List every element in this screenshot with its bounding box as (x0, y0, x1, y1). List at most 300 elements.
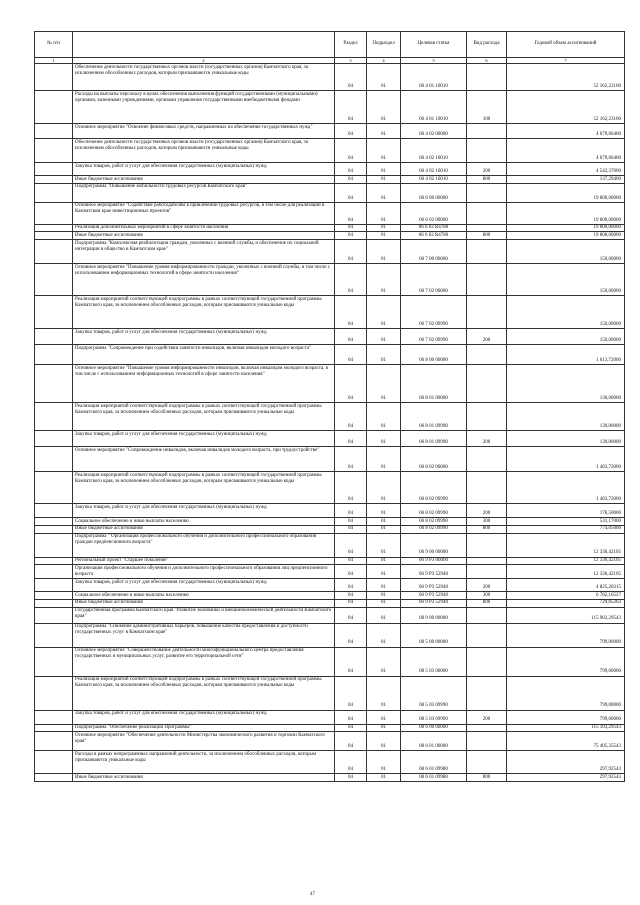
row-section-cell: 04 (335, 431, 367, 447)
table-body (35, 64, 625, 782)
row-name-cell: Расходы в рамках непрограммных направлений деятельности, за исключением обособленных расходов, которым присваиваются уникальные коды (73, 751, 335, 774)
table-row (35, 565, 625, 579)
row-name-cell: Подпрограмма "Обеспечение реализации Программы" (73, 724, 335, 732)
row-subsection-cell: 01 (367, 264, 401, 296)
row-target-cell: 06 9 P3 52940 (401, 599, 467, 607)
row-target-cell: 06 9 P3 52940 (401, 579, 467, 592)
row-subsection-cell: 01 (367, 533, 401, 557)
row-amount-cell: 115 103,29543 (507, 724, 625, 732)
row-target-cell: 06 4 01 10010 (401, 91, 467, 124)
row-subsection-cell: 01 (367, 518, 401, 526)
row-section-cell: 04 (335, 623, 367, 647)
row-exp-type-cell (467, 565, 507, 579)
row-target-cell: 08 6 01 09980 (401, 774, 467, 782)
row-subsection-cell: 01 (367, 676, 401, 710)
row-section-cell: 04 (335, 504, 367, 518)
row-target-cell: 08 6 00 00000 (401, 724, 467, 732)
row-target-cell: 06 4 02 10010 (401, 163, 467, 176)
row-num-cell (35, 163, 73, 176)
row-section-cell: 04 (335, 724, 367, 732)
row-amount-cell: 531,17000 (507, 518, 625, 526)
row-num-cell (35, 403, 73, 431)
col-header-exp-type: Вид расхода (467, 32, 507, 58)
row-name-cell: Региональный проект "Старшее поколение" (73, 557, 335, 565)
row-exp-type-cell (467, 365, 507, 403)
table-row (35, 176, 625, 184)
row-target-cell: 06 8 02 09990 (401, 504, 467, 518)
col-number: 6 (467, 58, 507, 64)
row-exp-type-cell: 200 (467, 431, 507, 447)
row-num-cell (35, 202, 73, 224)
table-row (35, 623, 625, 647)
row-name-cell: Закупка товаров, работ и услуг для обеспечения государственных (муниципальных) нужд (73, 579, 335, 592)
row-name-cell: Реализация мероприятий соответствующей подпрограммы в рамках соответствующей государственной программы Камчатского края, за исключением обособленных расходов, которым присваиваются уникальные коды (73, 296, 335, 329)
row-num-cell (35, 518, 73, 526)
col-number: 5 (401, 58, 467, 64)
col-header-num: № п/п (35, 32, 73, 58)
row-num-cell (35, 504, 73, 518)
row-subsection-cell: 01 (367, 91, 401, 124)
row-target-cell: 08 5 03 09990 (401, 710, 467, 724)
row-num-cell (35, 533, 73, 557)
row-subsection-cell: 01 (367, 139, 401, 163)
row-amount-cell: 19 800,00000 (507, 224, 625, 232)
row-subsection-cell: 01 (367, 565, 401, 579)
row-subsection-cell: 01 (367, 557, 401, 565)
table-row (35, 431, 625, 447)
row-name-cell: Государственная программа Камчатского края "Развитие экономики и внешнеэкономической деятельности Камчатского края" (73, 607, 335, 623)
col-number: 7 (507, 58, 625, 64)
row-subsection-cell: 01 (367, 183, 401, 202)
row-exp-type-cell: 200 (467, 710, 507, 724)
row-num-cell (35, 240, 73, 264)
row-num-cell (35, 565, 73, 579)
row-target-cell: 08 5 03 00000 (401, 647, 467, 676)
table-row (35, 240, 625, 264)
table-row (35, 124, 625, 139)
row-section-cell: 04 (335, 774, 367, 782)
row-section-cell: 04 (335, 599, 367, 607)
row-exp-type-cell: 200 (467, 504, 507, 518)
row-num-cell (35, 732, 73, 751)
row-exp-type-cell: 100 (467, 91, 507, 124)
row-amount-cell: 799,00000 (507, 676, 625, 710)
row-section-cell: 04 (335, 565, 367, 579)
table-row (35, 472, 625, 504)
row-target-cell: 06 6 00 00000 (401, 183, 467, 202)
row-subsection-cell: 01 (367, 724, 401, 732)
row-exp-type-cell (467, 472, 507, 504)
col-number: 2 (73, 58, 335, 64)
row-name-cell: Реализация дополнительных мероприятий в сфере занятости населения (73, 224, 335, 232)
row-exp-type-cell (467, 724, 507, 732)
row-amount-cell: 297,92543 (507, 774, 625, 782)
row-exp-type-cell (467, 224, 507, 232)
row-num-cell (35, 431, 73, 447)
row-target-cell: 08 6 01 09980 (401, 751, 467, 774)
row-target-cell: 06 6 02 R4780 (401, 232, 467, 240)
table-row (35, 525, 625, 533)
row-subsection-cell: 01 (367, 232, 401, 240)
row-target-cell: 06 8 02 09990 (401, 472, 467, 504)
row-exp-type-cell: 300 (467, 592, 507, 600)
row-exp-type-cell: 200 (467, 163, 507, 176)
row-amount-cell: 130,00000 (507, 403, 625, 431)
row-subsection-cell: 01 (367, 607, 401, 623)
row-subsection-cell: 01 (367, 579, 401, 592)
row-amount-cell: 4 542,37000 (507, 163, 625, 176)
row-target-cell: 06 6 02 00000 (401, 202, 467, 224)
row-section-cell: 04 (335, 647, 367, 676)
row-num-cell (35, 64, 73, 91)
page-number: 47 (310, 892, 315, 897)
row-target-cell: 06 8 01 09990 (401, 431, 467, 447)
row-name-cell: Подпрограмма "Сопровождение при содействии занятости инвалидов, включая инвалидов молодого возраста" (73, 345, 335, 365)
row-exp-type-cell: 300 (467, 518, 507, 526)
row-num-cell (35, 296, 73, 329)
row-exp-type-cell: 800 (467, 774, 507, 782)
row-amount-cell: 4 679,66400 (507, 139, 625, 163)
row-subsection-cell: 01 (367, 599, 401, 607)
row-amount-cell: 729,05263 (507, 599, 625, 607)
row-subsection-cell: 01 (367, 710, 401, 724)
row-section-cell: 04 (335, 176, 367, 184)
row-section-cell: 04 (335, 64, 367, 91)
row-target-cell: 06 9 P3 52940 (401, 565, 467, 579)
row-exp-type-cell: 200 (467, 579, 507, 592)
row-name-cell: Подпрограмма "Повышение мобильности трудовых ресурсов Камчатского края" (73, 183, 335, 202)
table-row (35, 91, 625, 124)
row-section-cell: 04 (335, 525, 367, 533)
row-subsection-cell: 01 (367, 202, 401, 224)
row-num-cell (35, 599, 73, 607)
row-num-cell (35, 139, 73, 163)
row-exp-type-cell (467, 296, 507, 329)
row-name-cell: Основное мероприятие "Освоение финансовых средств, направленных на обеспечение государственных нужд" (73, 124, 335, 139)
row-num-cell (35, 345, 73, 365)
row-num-cell (35, 447, 73, 472)
table-row (35, 533, 625, 557)
row-name-cell: Основное мероприятие "Содействие работодателям в привлечении трудовых ресурсов, в том числе для реализации в Камчатском крае инвестиционных проектов" (73, 202, 335, 224)
row-name-cell: Подпрограмма "Снижение административных барьеров, повышение качества предоставления и доступности государственных услуг в Камчатском крае" (73, 623, 335, 647)
row-target-cell: 06 7 02 00000 (401, 264, 467, 296)
row-amount-cell: 150,00000 (507, 329, 625, 345)
row-section-cell: 04 (335, 240, 367, 264)
row-amount-cell: 799,00000 (507, 710, 625, 724)
row-subsection-cell: 01 (367, 525, 401, 533)
row-amount-cell: 4 679,66400 (507, 124, 625, 139)
row-target-cell: 06 8 02 00000 (401, 447, 467, 472)
row-amount-cell: 12 336,42105 (507, 557, 625, 565)
row-subsection-cell: 01 (367, 224, 401, 232)
row-section-cell: 04 (335, 472, 367, 504)
row-amount-cell: 1 483,72000 (507, 472, 625, 504)
row-subsection-cell: 01 (367, 345, 401, 365)
row-num-cell (35, 232, 73, 240)
row-name-cell: Закупка товаров, работ и услуг для обеспечения государственных (муниципальных) нужд (73, 710, 335, 724)
row-name-cell: Обеспечение деятельности государственных органов власти (государственных органов) Камчатского края, за исключением обособленных расходов, которым присваиваются уникальные коды (73, 64, 335, 91)
row-name-cell: Подпрограмма "Комплексная реабилитация граждан, уволенных с военной службы, и обеспечение их социальной интеграции в общество в Камчатском крае" (73, 240, 335, 264)
row-target-cell: 08 0 00 00000 (401, 607, 467, 623)
row-num-cell (35, 774, 73, 782)
row-section-cell: 04 (335, 607, 367, 623)
row-subsection-cell: 01 (367, 365, 401, 403)
row-subsection-cell: 01 (367, 504, 401, 518)
table-row (35, 557, 625, 565)
row-target-cell: 06 4 02 10010 (401, 139, 467, 163)
budget-table (34, 31, 625, 782)
table-row (35, 403, 625, 431)
row-target-cell: 06 8 02 09990 (401, 525, 467, 533)
col-number: 1 (35, 58, 73, 64)
row-name-cell: Закупка товаров, работ и услуг для обеспечения государственных (муниципальных) нужд (73, 431, 335, 447)
row-num-cell (35, 183, 73, 202)
row-amount-cell: 297,92543 (507, 751, 625, 774)
row-num-cell (35, 724, 73, 732)
row-target-cell: 06 8 02 09990 (401, 518, 467, 526)
row-subsection-cell: 01 (367, 240, 401, 264)
table-row (35, 329, 625, 345)
row-target-cell: 06 4 01 10010 (401, 64, 467, 91)
table-row (35, 232, 625, 240)
row-target-cell: 06 6 02 R4780 (401, 224, 467, 232)
table-row (35, 774, 625, 782)
row-name-cell: Основное мероприятие "Повышение уровня информированности инвалидов, включая инвалидов молодого возраста, в том числе с использованием информационных технологий в сфере занятости населения" (73, 365, 335, 403)
row-num-cell (35, 579, 73, 592)
row-section-cell: 04 (335, 202, 367, 224)
row-name-cell: Обеспечение деятельности государственных органов власти (государственных органов) Камчатского края, за исключением обособленных расходов, которым присваиваются уникальные коды (73, 139, 335, 163)
row-amount-cell: 12 336,42105 (507, 533, 625, 557)
row-amount-cell: 19 800,00000 (507, 202, 625, 224)
row-num-cell (35, 710, 73, 724)
table-row (35, 224, 625, 232)
table-row (35, 607, 625, 623)
row-subsection-cell: 01 (367, 623, 401, 647)
row-exp-type-cell (467, 623, 507, 647)
row-section-cell: 04 (335, 345, 367, 365)
col-header-amount: Годовой объем ассигнований (507, 32, 625, 58)
row-num-cell (35, 623, 73, 647)
row-subsection-cell: 01 (367, 431, 401, 447)
row-amount-cell: 4 825,20315 (507, 579, 625, 592)
row-name-cell: Основное мероприятие "Повышение уровня информированности граждан, уволенных с военной службы, в том числе с использованием информационных технологий в сфере занятости населения" (73, 264, 335, 296)
row-exp-type-cell (467, 447, 507, 472)
table-row (35, 732, 625, 751)
table-row (35, 518, 625, 526)
row-exp-type-cell: 800 (467, 599, 507, 607)
row-target-cell: 06 8 01 09990 (401, 403, 467, 431)
table-row (35, 139, 625, 163)
row-exp-type-cell (467, 124, 507, 139)
col-number: 4 (367, 58, 401, 64)
row-amount-cell: 6 782,16527 (507, 592, 625, 600)
row-target-cell: 08 5 03 09990 (401, 676, 467, 710)
row-name-cell: Закупка товаров, работ и услуг для обеспечения государственных (муниципальных) нужд (73, 163, 335, 176)
row-exp-type-cell (467, 557, 507, 565)
row-subsection-cell: 01 (367, 774, 401, 782)
row-subsection-cell: 01 (367, 732, 401, 751)
row-subsection-cell: 01 (367, 403, 401, 431)
row-subsection-cell: 01 (367, 64, 401, 91)
row-exp-type-cell (467, 676, 507, 710)
row-section-cell: 04 (335, 579, 367, 592)
row-name-cell: Иные бюджетные ассигнования (73, 232, 335, 240)
row-name-cell: Иные бюджетные ассигнования (73, 599, 335, 607)
row-exp-type-cell: 800 (467, 525, 507, 533)
row-amount-cell: 115 902,29543 (507, 607, 625, 623)
row-section-cell: 04 (335, 518, 367, 526)
row-exp-type-cell (467, 345, 507, 365)
row-subsection-cell: 01 (367, 329, 401, 345)
table-row (35, 296, 625, 329)
row-amount-cell: 19 800,00000 (507, 183, 625, 202)
row-name-cell: Реализация мероприятий соответствующей подпрограммы в рамках соответствующей государственной программы Камчатского края, за исключением обособленных расходов, которым присваиваются уникальные коды (73, 676, 335, 710)
row-target-cell: 06 7 02 09990 (401, 329, 467, 345)
row-subsection-cell: 01 (367, 751, 401, 774)
table-row (35, 676, 625, 710)
row-section-cell: 04 (335, 732, 367, 751)
row-subsection-cell: 01 (367, 296, 401, 329)
row-section-cell: 04 (335, 124, 367, 139)
row-amount-cell: 1 483,72000 (507, 447, 625, 472)
row-name-cell: Основное мероприятие "Сопровождение инвалидов, включая инвалидов молодого возраста, при трудоустройстве" (73, 447, 335, 472)
row-exp-type-cell (467, 139, 507, 163)
budget-table-sheet (34, 31, 624, 782)
table-row (35, 365, 625, 403)
row-section-cell: 04 (335, 592, 367, 600)
row-exp-type-cell: 800 (467, 176, 507, 184)
row-num-cell (35, 607, 73, 623)
col-header-subsection: Подраздел (367, 32, 401, 58)
row-section-cell: 04 (335, 183, 367, 202)
table-row (35, 579, 625, 592)
row-amount-cell: 150,00000 (507, 264, 625, 296)
row-section-cell: 04 (335, 533, 367, 557)
row-subsection-cell: 01 (367, 647, 401, 676)
row-num-cell (35, 91, 73, 124)
row-num-cell (35, 647, 73, 676)
table-row (35, 599, 625, 607)
row-name-cell: Иные бюджетные ассигнования (73, 176, 335, 184)
row-num-cell (35, 676, 73, 710)
row-section-cell: 04 (335, 447, 367, 472)
table-row (35, 592, 625, 600)
table-row (35, 647, 625, 676)
row-section-cell: 04 (335, 139, 367, 163)
row-num-cell (35, 176, 73, 184)
row-amount-cell: 799,00000 (507, 647, 625, 676)
row-target-cell: 06 7 02 09990 (401, 296, 467, 329)
table-row (35, 345, 625, 365)
row-exp-type-cell (467, 533, 507, 557)
row-section-cell: 04 (335, 163, 367, 176)
row-name-cell: Расходы на выплаты персоналу в целях обеспечения выполнения функций государственными (муниципальными) органами, казенными учреждениями, органами управления государственными внебюджетными фондами (73, 91, 335, 124)
row-exp-type-cell (467, 240, 507, 264)
row-target-cell: 06 4 02 00000 (401, 124, 467, 139)
row-subsection-cell: 01 (367, 592, 401, 600)
row-target-cell: 06 7 00 00000 (401, 240, 467, 264)
row-name-cell: Социальное обеспечение и иные выплаты населению (73, 592, 335, 600)
row-exp-type-cell (467, 64, 507, 91)
row-amount-cell: 75 405,35543 (507, 732, 625, 751)
row-exp-type-cell (467, 732, 507, 751)
row-subsection-cell: 01 (367, 176, 401, 184)
row-amount-cell: 137,29400 (507, 176, 625, 184)
row-name-cell: Основное мероприятие "Совершенствование деятельности многофункционального центра предоставления государственных и муниципальных услуг, развитие его территориальной сети" (73, 647, 335, 676)
row-name-cell: Социальное обеспечение и иные выплаты населению (73, 518, 335, 526)
row-name-cell: Закупка товаров, работ и услуг для обеспечения государственных (муниципальных) нужд (73, 504, 335, 518)
row-amount-cell: 150,00000 (507, 240, 625, 264)
header-row (35, 32, 625, 58)
row-amount-cell: 52 162,23100 (507, 64, 625, 91)
row-section-cell: 04 (335, 224, 367, 232)
row-num-cell (35, 329, 73, 345)
row-target-cell: 06 9 00 00000 (401, 533, 467, 557)
row-section-cell: 04 (335, 329, 367, 345)
row-exp-type-cell (467, 183, 507, 202)
row-target-cell: 06 4 02 10010 (401, 176, 467, 184)
row-name-cell: Иные бюджетные ассигнования (73, 774, 335, 782)
table-row (35, 163, 625, 176)
row-section-cell: 04 (335, 296, 367, 329)
table-row (35, 504, 625, 518)
row-name-cell: Подпрограмма " Организация профессионального обучения и дополнительного профессионального образования граждан предпенсионного возраста" (73, 533, 335, 557)
table-row (35, 751, 625, 774)
row-subsection-cell: 01 (367, 447, 401, 472)
table-row (35, 264, 625, 296)
row-exp-type-cell (467, 607, 507, 623)
row-target-cell: 06 9 P3 52940 (401, 592, 467, 600)
row-section-cell: 04 (335, 232, 367, 240)
row-name-cell: Закупка товаров, работ и услуг для обеспечения государственных (муниципальных) нужд (73, 329, 335, 345)
row-amount-cell: 1 613,72000 (507, 345, 625, 365)
row-exp-type-cell (467, 751, 507, 774)
row-exp-type-cell (467, 202, 507, 224)
row-amount-cell: 130,00000 (507, 431, 625, 447)
row-target-cell: 06 8 00 00000 (401, 345, 467, 365)
row-target-cell: 06 8 01 00000 (401, 365, 467, 403)
col-header-section: Раздел (335, 32, 367, 58)
row-target-cell: 08 6 01 00000 (401, 732, 467, 751)
row-exp-type-cell (467, 264, 507, 296)
row-amount-cell: 12 336,42105 (507, 565, 625, 579)
row-section-cell: 04 (335, 676, 367, 710)
row-amount-cell: 52 162,23100 (507, 91, 625, 124)
row-amount-cell: 799,00000 (507, 623, 625, 647)
col-number: 3 (335, 58, 367, 64)
row-target-cell: 08 5 00 00000 (401, 623, 467, 647)
row-section-cell: 04 (335, 403, 367, 431)
table-row (35, 183, 625, 202)
table-row (35, 724, 625, 732)
row-amount-cell: 19 800,00000 (507, 232, 625, 240)
row-exp-type-cell (467, 647, 507, 676)
row-amount-cell: 774,05000 (507, 525, 625, 533)
row-num-cell (35, 557, 73, 565)
col-header-target: Целевая статья (401, 32, 467, 58)
row-num-cell (35, 592, 73, 600)
row-name-cell: Организация профессионального обучения и дополнительного профессионального образования лиц предпенсионного возраста (73, 565, 335, 579)
row-section-cell: 04 (335, 751, 367, 774)
row-section-cell: 04 (335, 365, 367, 403)
table-row (35, 710, 625, 724)
row-name-cell: Реализация мероприятий соответствующей подпрограммы в рамках соответствующей государственной программы Камчатского края, за исключением обособленных расходов, которым присваиваются уникальные коды (73, 472, 335, 504)
row-num-cell (35, 751, 73, 774)
row-name-cell: Иные бюджетные ассигнования (73, 525, 335, 533)
row-num-cell (35, 224, 73, 232)
table-row (35, 447, 625, 472)
row-amount-cell: 130,00000 (507, 365, 625, 403)
